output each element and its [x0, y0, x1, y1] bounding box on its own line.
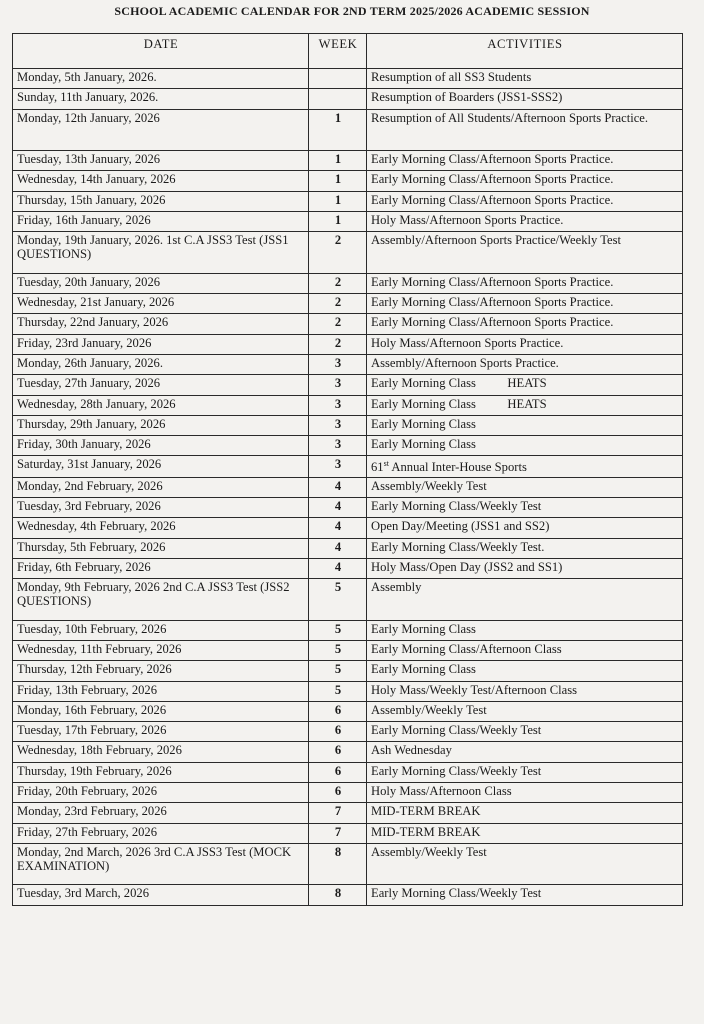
week-cell: 6 — [309, 783, 367, 803]
table-row — [13, 456, 683, 477]
table-row — [13, 681, 683, 701]
date-cell: Tuesday, 20th January, 2026 — [13, 273, 309, 293]
table-row — [13, 762, 683, 782]
table-row — [13, 885, 683, 905]
table-row — [13, 151, 683, 171]
date-cell: Thursday, 22nd January, 2026 — [13, 314, 309, 334]
table-row — [13, 436, 683, 456]
activity-cell: Holy Mass/Afternoon Sports Practice. — [367, 211, 683, 231]
table-row — [13, 354, 683, 374]
week-cell: 2 — [309, 334, 367, 354]
column-header-date: DATE — [13, 34, 309, 69]
week-cell: 3 — [309, 415, 367, 435]
week-cell: 6 — [309, 701, 367, 721]
date-cell: Monday, 19th January, 2026. 1st C.A JSS3 Test (JSS1 QUESTIONS) — [13, 232, 309, 274]
date-cell: Monday, 23rd February, 2026 — [13, 803, 309, 823]
date-cell: Tuesday, 3rd March, 2026 — [13, 885, 309, 905]
week-cell: 8 — [309, 885, 367, 905]
week-cell: 4 — [309, 477, 367, 497]
activity-cell: Resumption of Boarders (JSS1-SSS2) — [367, 89, 683, 109]
week-cell: 4 — [309, 558, 367, 578]
date-cell: Thursday, 15th January, 2026 — [13, 191, 309, 211]
date-cell: Thursday, 19th February, 2026 — [13, 762, 309, 782]
date-cell: Friday, 30th January, 2026 — [13, 436, 309, 456]
week-cell: 3 — [309, 436, 367, 456]
week-cell — [309, 69, 367, 89]
date-cell: Friday, 20th February, 2026 — [13, 783, 309, 803]
week-cell: 1 — [309, 171, 367, 191]
week-cell: 1 — [309, 211, 367, 231]
activity-cell: Assembly/Weekly Test — [367, 843, 683, 885]
date-cell: Tuesday, 17th February, 2026 — [13, 722, 309, 742]
table-row — [13, 314, 683, 334]
date-cell: Wednesday, 4th February, 2026 — [13, 518, 309, 538]
table-row — [13, 701, 683, 721]
week-cell: 5 — [309, 681, 367, 701]
activity-cell: Holy Mass/Afternoon Class — [367, 783, 683, 803]
week-cell: 7 — [309, 803, 367, 823]
table-row — [13, 803, 683, 823]
activity-cell: Open Day/Meeting (JSS1 and SS2) — [367, 518, 683, 538]
date-cell: Monday, 2nd February, 2026 — [13, 477, 309, 497]
date-cell: Wednesday, 18th February, 2026 — [13, 742, 309, 762]
week-cell: 2 — [309, 314, 367, 334]
date-cell: Tuesday, 13th January, 2026 — [13, 151, 309, 171]
table-row — [13, 620, 683, 640]
activity-cell: Early Morning Class/Afternoon Sports Practice. — [367, 314, 683, 334]
activity-cell: Early Morning Class/Afternoon Class — [367, 640, 683, 660]
week-cell: 2 — [309, 294, 367, 314]
date-cell: Friday, 27th February, 2026 — [13, 823, 309, 843]
week-cell: 1 — [309, 191, 367, 211]
table-row — [13, 661, 683, 681]
week-cell: 3 — [309, 375, 367, 395]
table-row — [13, 579, 683, 621]
date-cell: Tuesday, 3rd February, 2026 — [13, 497, 309, 517]
table-row — [13, 375, 683, 395]
activity-cell: Early Morning Class — [367, 436, 683, 456]
table-row — [13, 232, 683, 274]
week-cell: 6 — [309, 722, 367, 742]
activity-cell: Early Morning Class/Weekly Test — [367, 885, 683, 905]
table-row — [13, 477, 683, 497]
week-cell — [309, 89, 367, 109]
table-row — [13, 558, 683, 578]
date-cell: Monday, 26th January, 2026. — [13, 354, 309, 374]
table-row — [13, 294, 683, 314]
week-cell: 8 — [309, 843, 367, 885]
activity-cell: Early Morning Class/Afternoon Sports Practice. — [367, 151, 683, 171]
table-row — [13, 518, 683, 538]
week-cell: 6 — [309, 762, 367, 782]
week-cell: 6 — [309, 742, 367, 762]
table-row — [13, 273, 683, 293]
date-cell: Monday, 2nd March, 2026 3rd C.A JSS3 Test (MOCK EXAMINATION) — [13, 843, 309, 885]
week-cell: 3 — [309, 456, 367, 477]
week-cell: 5 — [309, 620, 367, 640]
table-row — [13, 497, 683, 517]
column-header-week: WEEK — [309, 34, 367, 69]
activity-cell: Early Morning Class — [367, 415, 683, 435]
table-row — [13, 722, 683, 742]
date-cell: Thursday, 29th January, 2026 — [13, 415, 309, 435]
date-cell: Wednesday, 14th January, 2026 — [13, 171, 309, 191]
activity-cell: Holy Mass/Open Day (JSS2 and SS1) — [367, 558, 683, 578]
activity-cell: Early Morning Class/Weekly Test. — [367, 538, 683, 558]
table-row — [13, 415, 683, 435]
week-cell: 4 — [309, 538, 367, 558]
table-row — [13, 211, 683, 231]
activity-cell: Early Morning Class/Afternoon Sports Practice. — [367, 191, 683, 211]
date-cell: Tuesday, 10th February, 2026 — [13, 620, 309, 640]
activity-cell: Resumption of all SS3 Students — [367, 69, 683, 89]
date-cell: Friday, 13th February, 2026 — [13, 681, 309, 701]
activity-cell: Early Morning Class/Afternoon Sports Practice. — [367, 294, 683, 314]
activity-cell: MID-TERM BREAK — [367, 823, 683, 843]
activity-cell: Assembly — [367, 579, 683, 621]
date-cell: Monday, 12th January, 2026 — [13, 109, 309, 151]
activity-cell: Assembly/Afternoon Sports Practice. — [367, 354, 683, 374]
date-cell: Wednesday, 28th January, 2026 — [13, 395, 309, 415]
week-cell: 2 — [309, 232, 367, 274]
activity-cell: Assembly/Afternoon Sports Practice/Weekly Test — [367, 232, 683, 274]
activity-cell: Early Morning Class — [367, 661, 683, 681]
activity-cell: Early Morning Class/Weekly Test — [367, 722, 683, 742]
week-cell: 5 — [309, 640, 367, 660]
table-row — [13, 783, 683, 803]
week-cell: 4 — [309, 497, 367, 517]
week-cell: 3 — [309, 354, 367, 374]
column-header-activities: ACTIVITIES — [367, 34, 683, 69]
table-row — [13, 742, 683, 762]
table-row — [13, 89, 683, 109]
date-cell: Wednesday, 11th February, 2026 — [13, 640, 309, 660]
date-cell: Thursday, 5th February, 2026 — [13, 538, 309, 558]
table-row — [13, 109, 683, 151]
date-cell: Monday, 5th January, 2026. — [13, 69, 309, 89]
table-row — [13, 640, 683, 660]
activity-cell: Early Morning Class/Afternoon Sports Practice. — [367, 171, 683, 191]
week-cell: 2 — [309, 273, 367, 293]
date-cell: Friday, 16th January, 2026 — [13, 211, 309, 231]
page-title: SCHOOL ACADEMIC CALENDAR FOR 2ND TERM 2025/2026 ACADEMIC SESSION — [114, 4, 590, 18]
table-row — [13, 69, 683, 89]
date-cell: Saturday, 31st January, 2026 — [13, 456, 309, 477]
activity-cell: MID-TERM BREAK — [367, 803, 683, 823]
activity-cell: Early Morning Class/Weekly Test — [367, 497, 683, 517]
week-cell: 3 — [309, 395, 367, 415]
week-cell: 5 — [309, 579, 367, 621]
activity-cell: Assembly/Weekly Test — [367, 477, 683, 497]
activity-cell: 61st Annual Inter-House Sports — [367, 456, 683, 477]
activity-cell: Resumption of All Students/Afternoon Sports Practice. — [367, 109, 683, 151]
week-cell: 1 — [309, 151, 367, 171]
activity-cell: Early Morning Class — [367, 620, 683, 640]
table-row — [13, 334, 683, 354]
table-row — [13, 538, 683, 558]
date-cell: Monday, 9th February, 2026 2nd C.A JSS3 Test (JSS2 QUESTIONS) — [13, 579, 309, 621]
week-cell: 4 — [309, 518, 367, 538]
table-row — [13, 843, 683, 885]
activity-cell: Early Morning Class HEATS — [367, 375, 683, 395]
date-cell: Sunday, 11th January, 2026. — [13, 89, 309, 109]
date-cell: Friday, 23rd January, 2026 — [13, 334, 309, 354]
date-cell: Friday, 6th February, 2026 — [13, 558, 309, 578]
date-cell: Wednesday, 21st January, 2026 — [13, 294, 309, 314]
week-cell: 5 — [309, 661, 367, 681]
activity-cell: Early Morning Class/Afternoon Sports Practice. — [367, 273, 683, 293]
activity-cell: Assembly/Weekly Test — [367, 701, 683, 721]
activity-cell: Holy Mass/Weekly Test/Afternoon Class — [367, 681, 683, 701]
week-cell: 1 — [309, 109, 367, 151]
table-row — [13, 823, 683, 843]
date-cell: Thursday, 12th February, 2026 — [13, 661, 309, 681]
activity-cell: Early Morning Class HEATS — [367, 395, 683, 415]
date-cell: Monday, 16th February, 2026 — [13, 701, 309, 721]
week-cell: 7 — [309, 823, 367, 843]
table-row — [13, 395, 683, 415]
activity-cell: Ash Wednesday — [367, 742, 683, 762]
header-row — [13, 34, 683, 69]
date-cell: Tuesday, 27th January, 2026 — [13, 375, 309, 395]
table-row — [13, 171, 683, 191]
calendar-table — [12, 33, 683, 906]
activity-cell: Early Morning Class/Weekly Test — [367, 762, 683, 782]
activity-cell: Holy Mass/Afternoon Sports Practice. — [367, 334, 683, 354]
table-row — [13, 191, 683, 211]
